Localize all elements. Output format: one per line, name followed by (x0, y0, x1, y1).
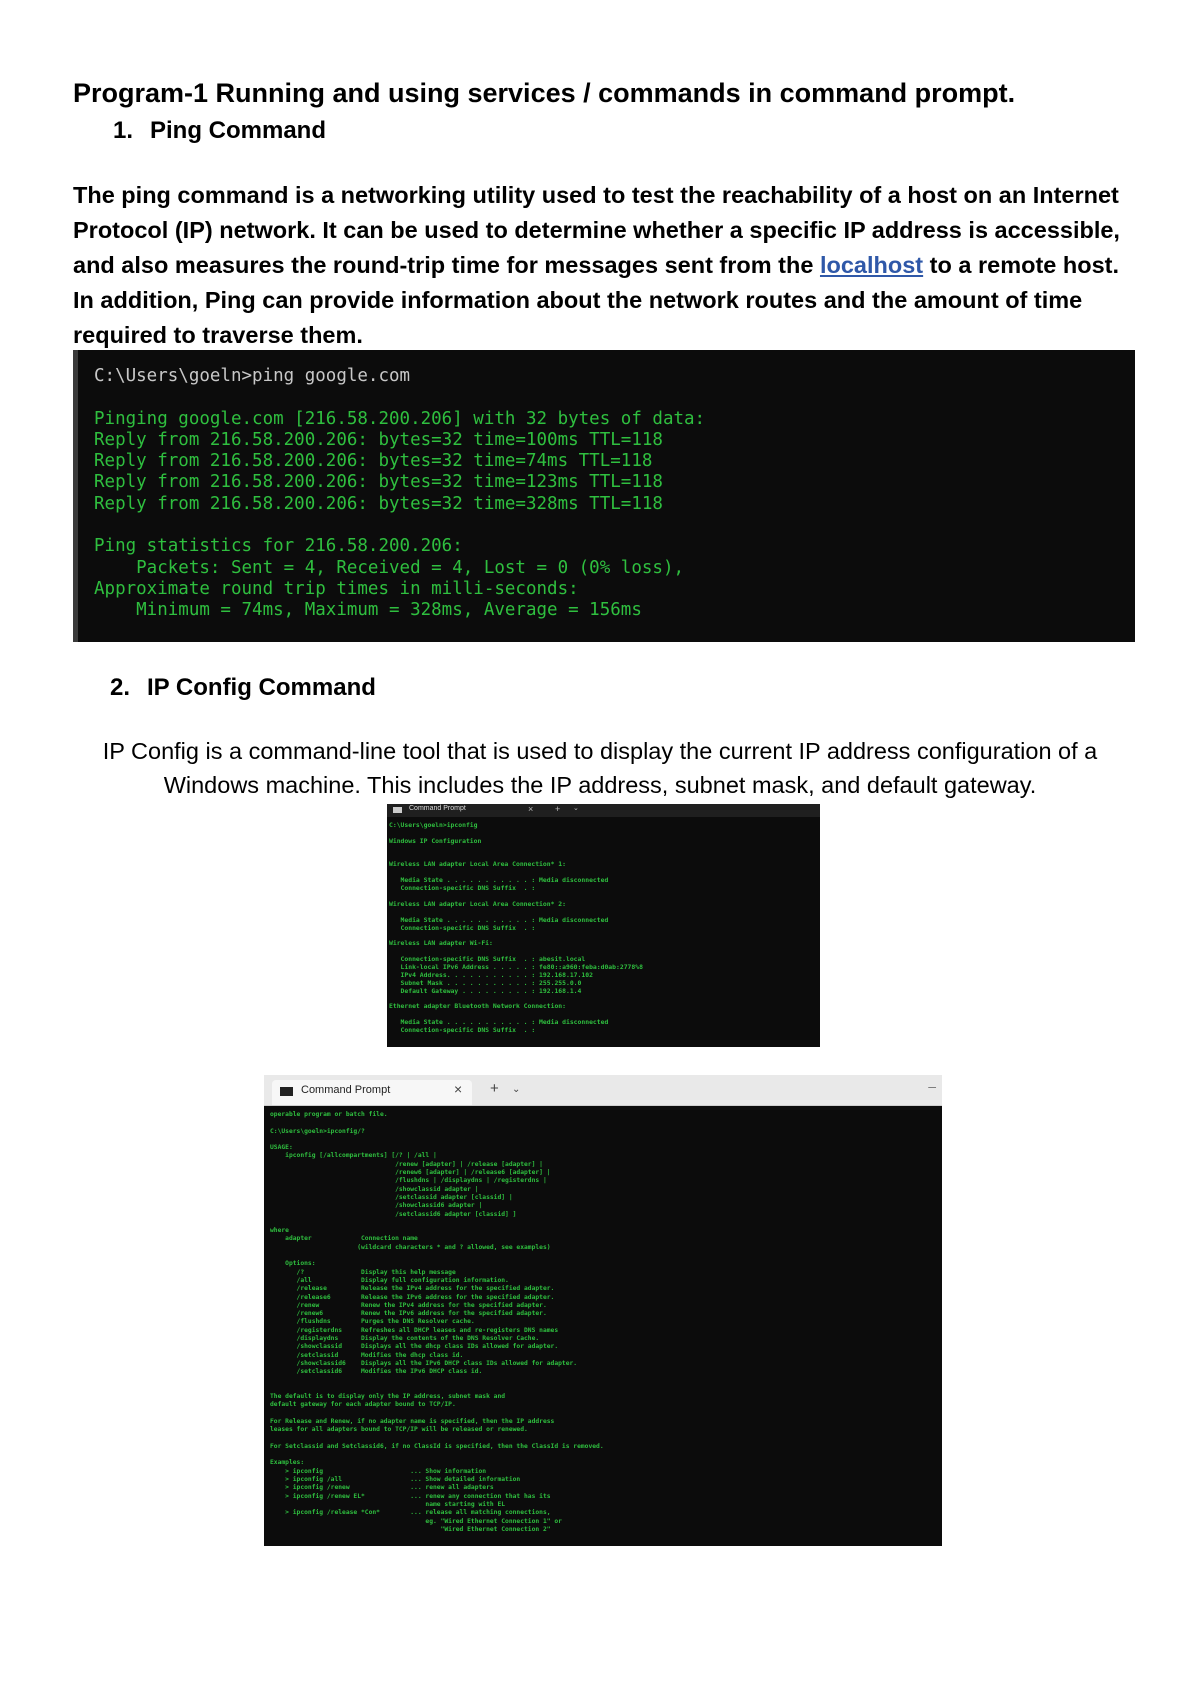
terminal-line: Reply from 216.58.200.206: bytes=32 time=328ms TTL=118 (94, 493, 663, 514)
terminal-line: name starting with EL (270, 1500, 506, 1508)
minimize-icon: – (928, 1078, 936, 1094)
close-icon: × (454, 1081, 463, 1097)
terminal-line (389, 846, 820, 854)
terminal-tab-title: Command Prompt (301, 1084, 391, 1096)
terminal-line: Examples: (270, 1459, 305, 1467)
terminal-line: C:\Users\goeln>ipconfig/? (270, 1127, 365, 1135)
terminal-line: eg. "Wired Ethernet Connection 1" or (270, 1517, 562, 1525)
terminal-line: /setclassid6 adapter [classid] ] (270, 1210, 517, 1218)
terminal-line: /release6 Release the IPv6 address for the specified adapter. (270, 1293, 555, 1301)
terminal-line: /showclassid adapter | (270, 1185, 479, 1193)
terminal-line: /setclassid adapter [classid] | (270, 1193, 513, 1201)
terminal-line: > ipconfig /all ... Show detailed information (270, 1476, 521, 1484)
terminal-line (270, 1435, 942, 1443)
plus-icon: + (555, 804, 561, 814)
terminal-icon (393, 807, 402, 813)
terminal-line (270, 1385, 942, 1393)
terminal-line (270, 1136, 942, 1144)
terminal-line (270, 1377, 942, 1385)
ipconfig-description: IP Config is a command-line tool that is used to display the current IP address configuration of a Windows machine. This includes the IP address, subnet mask, and default gateway. (102, 738, 1098, 798)
terminal-line: leases for all adapters bound to TCP/IP will be released or renewed. (270, 1426, 528, 1434)
terminal-line: /displaydns Display the contents of the DNS Resolver Cache. (270, 1335, 540, 1343)
terminal-line: Connection-specific DNS Suffix . : (389, 1026, 536, 1035)
terminal-line: Pinging google.com [216.58.200.206] with 32 bytes of data: (94, 408, 706, 429)
terminal-line: /flushdns Purges the DNS Resolver cache. (270, 1318, 475, 1326)
chevron-down-icon: ⌄ (573, 805, 579, 812)
ping-terminal-screenshot (73, 350, 1135, 642)
terminal-line: /renew6 [adapter] | /release6 [adapter] | (270, 1169, 551, 1177)
ipconfig-terminal-screenshot (387, 804, 820, 1047)
terminal-line (270, 1119, 942, 1127)
terminal-line: /release Release the IPv4 address for the specified adapter. (270, 1285, 555, 1293)
terminal-line: Wireless LAN adapter Local Area Connection* 2: (389, 899, 566, 908)
plus-icon: + (490, 1080, 499, 1097)
terminal-line: Subnet Mask . . . . . . . . . . . : 255.255.0.0 (389, 978, 582, 987)
terminal-tab-bar (264, 1075, 942, 1106)
section-heading-text: Ping Command (150, 117, 327, 144)
terminal-line: /renew6 Renew the IPv6 address for the specified adapter. (270, 1310, 547, 1318)
terminal-line: /registerdns Refreshes all DHCP leases and re-registers DNS names (270, 1326, 559, 1334)
terminal-line: Connection-specific DNS Suffix . : (389, 884, 536, 893)
terminal-line: > ipconfig /renew EL* ... renew any connection that has its (270, 1492, 551, 1500)
terminal-line: /renew [adapter] | /release [adapter] | (270, 1160, 543, 1168)
terminal-line: Connection-specific DNS Suffix . : abesit.local (389, 955, 586, 964)
terminal-line: IPv4 Address. . . . . . . . . . . : 192.168.17.102 (389, 970, 593, 979)
terminal-line: Link-local IPv6 Address . . . . . : fe80::a960:feba:d0ab:2778%8 (389, 963, 643, 972)
terminal-line: Minimum = 74ms, Maximum = 328ms, Average = 156ms (94, 600, 642, 621)
terminal-line: C:\Users\goeln>ping google.com (94, 366, 411, 386)
terminal-line: Ping statistics for 216.58.200.206: (94, 536, 463, 557)
terminal-line: operable program or batch file. (270, 1111, 388, 1118)
terminal-line: /showclassid Displays all the dhcp class IDs allowed for adapter. (270, 1343, 559, 1351)
terminal-line: Reply from 216.58.200.206: bytes=32 time=123ms TTL=118 (94, 472, 663, 493)
terminal-line: Media State . . . . . . . . . . . : Media disconnected (389, 876, 609, 885)
terminal-line: Reply from 216.58.200.206: bytes=32 time=100ms TTL=118 (94, 429, 663, 450)
terminal-line (270, 1219, 942, 1227)
terminal-line: /setclassid6 Modifies the IPv6 DHCP class id. (270, 1368, 483, 1376)
terminal-line: Ethernet adapter Bluetooth Network Connection: (389, 1002, 566, 1011)
terminal-line: Reply from 216.58.200.206: bytes=32 time=74ms TTL=118 (94, 451, 653, 472)
terminal-line: For Release and Renew, if no adapter name is specified, then the IP address (270, 1417, 555, 1425)
terminal-line: Wireless LAN adapter Local Area Connection* 1: (389, 860, 566, 869)
close-icon: × (528, 804, 534, 814)
terminal-line: /? Display this help message (270, 1268, 456, 1276)
terminal-line: /all Display full configuration information. (270, 1276, 509, 1284)
localhost-link[interactable]: localhost (819, 252, 924, 278)
terminal-line: For Setclassid and Setclassid6, if no ClassId is specified, then the ClassId is removed. (270, 1442, 604, 1450)
ping-description (73, 178, 1138, 353)
terminal-line: The default is to display only the IP address, subnet mask and (270, 1393, 506, 1401)
terminal-line: > ipconfig ... Show information (270, 1467, 487, 1475)
ping-description-text: The ping command is a networking utility used to test the reachability of a host on an Internet Protocol (IP) network. It can be used to determine whether a specific IP address is accessible, and also measures the round-trip time for messages sent from the (73, 182, 1120, 278)
terminal-line: /flushdns | /displaydns | /registerdns | (270, 1177, 547, 1185)
terminal-line (270, 1451, 942, 1459)
terminal-line: Connection-specific DNS Suffix . : (389, 923, 536, 932)
chevron-down-icon: ⌄ (512, 1084, 521, 1095)
terminal-line: where (270, 1227, 289, 1235)
terminal-line: /showclassid6 adapter | (270, 1202, 483, 1210)
terminal-tab-bar (387, 804, 820, 817)
terminal-line: Media State . . . . . . . . . . . : Media disconnected (389, 915, 609, 924)
terminal-line (94, 387, 1135, 408)
terminal-line: Packets: Sent = 4, Received = 4, Lost = 0 (0% loss), (94, 557, 685, 578)
terminal-line: > ipconfig /renew ... renew all adapters (270, 1484, 494, 1492)
terminal-line (94, 515, 1135, 536)
terminal-line: /renew Renew the IPv4 address for the specified adapter. (270, 1301, 547, 1309)
terminal-line: > ipconfig /release *Con* ... release all matching connections, (270, 1509, 551, 1517)
terminal-line: (wildcard characters * and ? allowed, see examples) (270, 1243, 551, 1251)
terminal-line: ipconfig [/allcompartments] [/? | /all | (270, 1152, 437, 1160)
terminal-line: Default Gateway . . . . . . . . . : 192.168.1.4 (389, 986, 582, 995)
terminal-line: Approximate round trip times in milli-seconds: (94, 578, 579, 599)
terminal-line: /showclassid6 Displays all the IPv6 DHCP class IDs allowed for adapter. (270, 1359, 578, 1367)
terminal-line: Media State . . . . . . . . . . . : Media disconnected (389, 1018, 609, 1027)
terminal-icon (280, 1087, 293, 1096)
terminal-line: Wireless LAN adapter Wi-Fi: (389, 939, 493, 948)
section-number: 1. (113, 117, 134, 144)
ipconfig-help-terminal-screenshot (264, 1075, 942, 1546)
ping-description-text-end: to a remote host. In addition, Ping can provide information about the network routes and the amount of time required to traverse them. (73, 252, 1120, 348)
section-number: 2. (110, 674, 131, 701)
section-heading-text: IP Config Command (147, 674, 376, 701)
terminal-line: /setclassid Modifies the dhcp class id. (270, 1351, 464, 1359)
terminal-line: Windows IP Configuration (389, 836, 482, 845)
page-title: Program-1 Running and using services / commands in command prompt. (73, 78, 1016, 108)
terminal-tab-title: Command Prompt (409, 805, 466, 812)
section-heading-ipconfig (110, 672, 376, 704)
terminal-line: adapter Connection name (270, 1235, 418, 1243)
terminal-line: "Wired Ethernet Connection 2" (270, 1525, 551, 1533)
terminal-line: Options: (270, 1260, 316, 1268)
terminal-line (270, 1252, 942, 1260)
terminal-line: C:\Users\goeln>ipconfig (389, 821, 478, 829)
terminal-line (270, 1410, 942, 1418)
section-heading-ping (113, 115, 326, 147)
terminal-line: USAGE: (270, 1144, 293, 1152)
terminal-line: default gateway for each adapter bound to TCP/IP. (270, 1401, 456, 1409)
